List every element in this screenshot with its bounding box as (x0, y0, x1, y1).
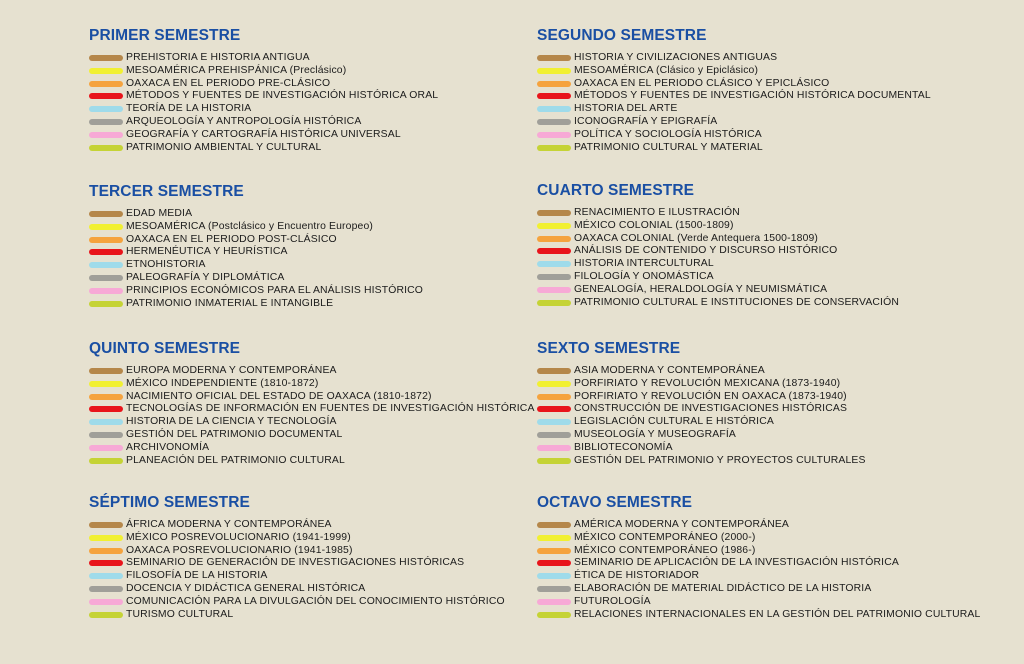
course-item (537, 297, 987, 310)
course-label: EUROPA MODERNA Y CONTEMPORÁNEA (126, 365, 337, 376)
course-label: PREHISTORIA E HISTORIA ANTIGUA (126, 52, 310, 63)
course-label: OAXACA COLONIAL (Verde Antequera 1500-1809) (574, 232, 819, 244)
course-label: FILOSOFÍA DE LA HISTORIA (126, 570, 268, 582)
color-swatch (537, 261, 571, 267)
course-label: MÉXICO INDEPENDIENTE (1810-1872) (126, 377, 319, 389)
color-swatch (537, 300, 571, 306)
course-label: FILOLOGÍA Y ONOMÁSTICA (574, 270, 714, 282)
course-label: TECNOLOGÍAS DE INFORMACIÓN EN FUENTES DE INVESTIGACIÓN HISTÓRICA (126, 403, 535, 415)
course-label: PATRIMONIO CULTURAL E INSTITUCIONES DE CONSERVACIÓN (574, 296, 899, 308)
course-item (89, 557, 539, 570)
course-item (89, 116, 539, 129)
color-swatch (537, 432, 571, 438)
semester-block-4 (537, 182, 987, 309)
color-swatch (537, 274, 571, 280)
course-item (89, 429, 539, 442)
color-swatch (537, 586, 571, 592)
course-item (537, 258, 987, 271)
color-swatch (89, 93, 123, 99)
course-label: HISTORIA Y CIVILIZACIONES ANTIGUAS (574, 52, 778, 63)
course-label: NACIMIENTO OFICIAL DEL ESTADO DE OAXACA (1810-1872) (126, 390, 432, 402)
semester-block-7 (89, 494, 539, 621)
color-swatch (537, 368, 571, 374)
color-swatch (89, 275, 123, 281)
course-label: COMUNICACIÓN PARA LA DIVULGACIÓN DEL CONOCIMIENTO HISTÓRICO (126, 595, 505, 607)
course-label: MESOAMÉRICA (Clásico y Epiclásico) (574, 64, 759, 76)
course-label: HISTORIA INTERCULTURAL (574, 258, 714, 270)
course-item (537, 142, 987, 155)
course-item (89, 416, 539, 429)
course-item (537, 233, 987, 246)
course-item (537, 583, 987, 596)
course-label: ASIA MODERNA Y CONTEMPORÁNEA (574, 365, 765, 376)
course-label: MÉTODOS Y FUENTES DE INVESTIGACIÓN HISTÓRICA ORAL (126, 90, 439, 102)
color-swatch (537, 248, 571, 254)
course-label: ELABORACIÓN DE MATERIAL DIDÁCTICO DE LA HISTORIA (574, 582, 872, 594)
course-label: MÉXICO CONTEMPORÁNEO (2000-) (574, 531, 756, 543)
course-label: PATRIMONIO CULTURAL Y MATERIAL (574, 141, 763, 153)
color-swatch (89, 132, 123, 138)
course-label: GESTIÓN DEL PATRIMONIO Y PROYECTOS CULTURALES (574, 454, 866, 466)
course-label: MUSEOLOGÍA Y MUSEOGRAFÍA (574, 428, 737, 440)
course-label: PALEOGRAFÍA Y DIPLOMÁTICA (126, 271, 285, 283)
color-swatch (89, 55, 123, 61)
course-item (89, 234, 539, 247)
course-label: OAXACA EN EL PERIODO POST-CLÁSICO (126, 233, 337, 245)
semester-block-3 (89, 183, 539, 310)
course-item (537, 609, 987, 622)
color-swatch (89, 432, 123, 438)
semester-title: QUINTO SEMESTRE (89, 340, 241, 357)
color-swatch (537, 223, 571, 229)
course-item (537, 65, 987, 78)
course-label: GENEALOGÍA, HERALDOLOGÍA Y NEUMISMÁTICA (574, 283, 828, 295)
course-item (89, 78, 539, 91)
color-swatch (89, 119, 123, 125)
course-item (89, 52, 539, 65)
color-swatch (537, 560, 571, 566)
course-label: OAXACA EN EL PERIODO PRE-CLÁSICO (126, 77, 331, 89)
color-swatch (89, 106, 123, 112)
course-label: HISTORIA DEL ARTE (574, 103, 678, 115)
course-label: PATRIMONIO INMATERIAL E INTANGIBLE (126, 297, 334, 309)
course-label: RELACIONES INTERNACIONALES EN LA GESTIÓN DEL PATRIMONIO CULTURAL (574, 608, 981, 620)
color-swatch (89, 419, 123, 425)
course-label: MÉTODOS Y FUENTES DE INVESTIGACIÓN HISTÓRICA DOCUMENTAL (574, 90, 931, 102)
course-label: OAXACA POSREVOLUCIONARIO (1941-1985) (126, 544, 353, 556)
course-item (537, 455, 987, 468)
course-label: ETNOHISTORIA (126, 259, 206, 271)
course-item (89, 570, 539, 583)
course-item (537, 103, 987, 116)
semester-title: SEGUNDO SEMESTRE (537, 27, 707, 44)
course-label: TEORÍA DE LA HISTORIA (126, 103, 252, 115)
course-label: EDAD MEDIA (126, 208, 193, 219)
color-swatch (537, 93, 571, 99)
course-item (89, 208, 539, 221)
color-swatch (89, 406, 123, 412)
semester-title: SÉPTIMO SEMESTRE (89, 494, 250, 511)
color-swatch (537, 381, 571, 387)
course-item (89, 403, 539, 416)
course-item (537, 532, 987, 545)
course-item (537, 378, 987, 391)
color-swatch (89, 586, 123, 592)
course-label: ARCHIVONOMÍA (126, 441, 210, 453)
color-swatch (89, 224, 123, 230)
course-item (89, 103, 539, 116)
color-swatch (537, 458, 571, 464)
color-swatch (537, 419, 571, 425)
color-swatch (89, 145, 123, 151)
course-item (537, 207, 987, 220)
color-swatch (537, 68, 571, 74)
course-item (89, 455, 539, 468)
course-item (537, 545, 987, 558)
semester-title: SEXTO SEMESTRE (537, 340, 681, 357)
color-swatch (89, 262, 123, 268)
color-swatch (537, 145, 571, 151)
course-item (537, 116, 987, 129)
color-swatch (89, 535, 123, 541)
semester-block-8 (537, 494, 987, 621)
course-label: PLANEACIÓN DEL PATRIMONIO CULTURAL (126, 454, 345, 466)
course-item (89, 65, 539, 78)
semester-title: OCTAVO SEMESTRE (537, 494, 693, 511)
color-swatch (537, 522, 571, 528)
color-swatch (537, 55, 571, 61)
course-label: DOCENCIA Y DIDÁCTICA GENERAL HISTÓRICA (126, 582, 366, 594)
course-item (89, 246, 539, 259)
course-item (89, 129, 539, 142)
semester-block-6 (537, 340, 987, 467)
course-label: ARQUEOLOGÍA Y ANTROPOLOGÍA HISTÓRICA (126, 115, 362, 127)
course-item (89, 545, 539, 558)
semester-title: CUARTO SEMESTRE (537, 182, 695, 199)
course-item (89, 285, 539, 298)
color-swatch (89, 249, 123, 255)
color-swatch (89, 211, 123, 217)
color-swatch (89, 81, 123, 87)
color-swatch (537, 210, 571, 216)
course-item (537, 596, 987, 609)
course-label: TURISMO CULTURAL (126, 608, 234, 620)
course-label: RENACIMIENTO E ILUSTRACIÓN (574, 207, 740, 218)
course-item (89, 221, 539, 234)
color-swatch (537, 535, 571, 541)
course-label: PORFIRIATO Y REVOLUCIÓN MEXICANA (1873-1940) (574, 377, 841, 389)
course-label: GEOGRAFÍA Y CARTOGRAFÍA HISTÓRICA UNIVERSAL (126, 128, 401, 140)
course-label: ÉTICA DE HISTORIADOR (574, 570, 700, 582)
color-swatch (537, 132, 571, 138)
course-label: OAXACA EN EL PERIODO CLÁSICO Y EPICLÁSICO (574, 77, 830, 89)
color-swatch (537, 287, 571, 293)
course-item (537, 271, 987, 284)
course-label: POLÍTICA Y SOCIOLOGÍA HISTÓRICA (574, 128, 762, 140)
color-swatch (89, 612, 123, 618)
color-swatch (537, 406, 571, 412)
course-label: FUTUROLOGÍA (574, 595, 651, 607)
course-item (89, 365, 539, 378)
course-item (537, 519, 987, 532)
course-item (537, 78, 987, 91)
course-item (537, 429, 987, 442)
course-label: GESTIÓN DEL PATRIMONIO DOCUMENTAL (126, 428, 343, 440)
course-item (89, 391, 539, 404)
course-label: PATRIMONIO AMBIENTAL Y CULTURAL (126, 141, 322, 153)
course-label: PORFIRIATO Y REVOLUCIÓN EN OAXACA (1873-1940) (574, 390, 847, 402)
semester-block-1 (89, 27, 539, 154)
color-swatch (537, 445, 571, 451)
color-swatch (537, 394, 571, 400)
color-swatch (537, 236, 571, 242)
color-swatch (537, 119, 571, 125)
color-swatch (89, 68, 123, 74)
course-item (537, 403, 987, 416)
course-label: CONSTRUCCIÓN DE INVESTIGACIONES HISTÓRICAS (574, 403, 848, 415)
course-label: SEMINARIO DE GENERACIÓN DE INVESTIGACIONES HISTÓRICAS (126, 557, 465, 569)
course-item (537, 129, 987, 142)
course-item (89, 378, 539, 391)
course-label: MESOAMÉRICA (Postclásico y Encuentro Europeo) (126, 220, 373, 232)
color-swatch (89, 445, 123, 451)
course-item (89, 596, 539, 609)
color-swatch (89, 394, 123, 400)
color-swatch (89, 368, 123, 374)
course-label: SEMINARIO DE APLICACIÓN DE LA INVESTIGACIÓN HISTÓRICA (574, 557, 899, 569)
course-label: MESOAMÉRICA PREHISPÁNICA (Preclásico) (126, 64, 347, 76)
course-label: ÁFRICA MODERNA Y CONTEMPORÁNEA (126, 519, 332, 530)
color-swatch (89, 288, 123, 294)
course-label: ANÁLISIS DE CONTENIDO Y DISCURSO HISTÓRICO (574, 245, 838, 257)
course-label: HISTORIA DE LA CIENCIA Y TECNOLOGÍA (126, 416, 337, 428)
course-item (537, 220, 987, 233)
color-swatch (89, 301, 123, 307)
course-item (537, 52, 987, 65)
course-label: MÉXICO POSREVOLUCIONARIO (1941-1999) (126, 531, 351, 543)
course-label: ICONOGRAFÍA Y EPIGRAFÍA (574, 115, 718, 127)
color-swatch (89, 522, 123, 528)
course-item (537, 557, 987, 570)
color-swatch (537, 548, 571, 554)
course-item (537, 442, 987, 455)
course-label: HERMENÉUTICA Y HEURÍSTICA (126, 246, 288, 258)
color-swatch (537, 573, 571, 579)
color-swatch (537, 599, 571, 605)
course-item (537, 245, 987, 258)
color-swatch (89, 237, 123, 243)
color-swatch (537, 106, 571, 112)
course-item (89, 142, 539, 155)
semester-block-2 (537, 27, 987, 154)
semester-title: TERCER SEMESTRE (89, 183, 244, 200)
course-item (89, 583, 539, 596)
course-item (537, 90, 987, 103)
course-item (537, 365, 987, 378)
color-swatch (537, 612, 571, 618)
course-label: MÉXICO COLONIAL (1500-1809) (574, 219, 734, 231)
course-label: BIBLIOTECONOMÍA (574, 441, 673, 453)
course-item (89, 90, 539, 103)
color-swatch (89, 381, 123, 387)
semester-block-5 (89, 340, 539, 467)
course-item (537, 284, 987, 297)
course-item (537, 391, 987, 404)
course-item (89, 532, 539, 545)
color-swatch (537, 81, 571, 87)
semester-title: PRIMER SEMESTRE (89, 27, 241, 44)
color-swatch (89, 599, 123, 605)
course-label: LEGISLACIÓN CULTURAL E HISTÓRICA (574, 416, 774, 428)
color-swatch (89, 548, 123, 554)
course-label: PRINCIPIOS ECONÓMICOS PARA EL ANÁLISIS HISTÓRICO (126, 284, 424, 296)
color-swatch (89, 458, 123, 464)
course-label: AMÉRICA MODERNA Y CONTEMPORÁNEA (574, 519, 790, 530)
course-item (89, 272, 539, 285)
color-swatch (89, 560, 123, 566)
course-item (89, 442, 539, 455)
course-item (89, 298, 539, 311)
color-swatch (89, 573, 123, 579)
course-item (89, 519, 539, 532)
course-item (537, 416, 987, 429)
course-label: MÉXICO CONTEMPORÁNEO (1986-) (574, 544, 756, 556)
course-item (89, 609, 539, 622)
course-item (537, 570, 987, 583)
course-item (89, 259, 539, 272)
